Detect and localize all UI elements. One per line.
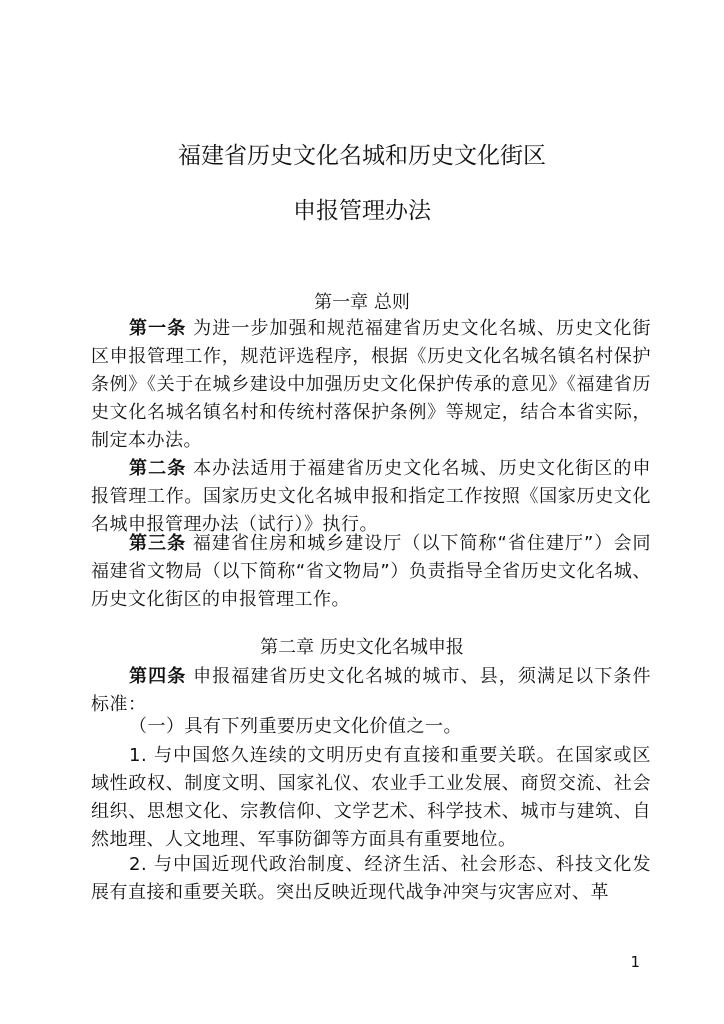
point-1: 1. 与中国悠久连续的文明历史有直接和重要关联。在国家或区域性政权、制度文明、国家礼仪、农业手工业发展、商贸交流、社会组织、思想文化、宗教信仰、文学艺术、科学技术、城市与建筑、自然地理、人文地理、军事防御等方面具有重要地位。 [91, 745, 651, 850]
document-title-line1: 福建省历史文化名城和历史文化街区 [178, 143, 546, 169]
article-4 [91, 663, 651, 719]
article-2-text: 本办法适用于福建省历史文化名城、历史文化街区的申报管理工作。国家历史文化名城申报和指定工作按照《国家历史文化名城申报管理办法（试行）》执行。 [91, 458, 651, 535]
article-2-label: 第二条 [129, 458, 187, 479]
point-2: 2. 与中国近现代政治制度、经济生活、社会形态、科技文化发展有直接和重要关联。突出反映近现代战争冲突与灾害应对、革 [91, 854, 651, 903]
article-2 [91, 455, 651, 539]
article-1 [91, 315, 651, 455]
chapter-heading-2: 第二章 历史文化名城申报 [260, 637, 464, 658]
article-3 [91, 530, 651, 614]
page-number: 1 [630, 953, 640, 971]
chapter-heading-1: 第一章 总则 [314, 292, 410, 313]
item-1: （一）具有下列重要历史文化价值之一。 [129, 716, 462, 737]
article-1-text: 为进一步加强和规范福建省历史文化名城、历史文化街区申报管理工作，规范评选程序，根据《历史文化名城名镇名村保护条例》《关于在城乡建设中加强历史文化保护传承的意见》《福建省历史文化名城名镇名村和传统村落保护条例》等规定，结合本省实际，制定本办法。 [91, 318, 651, 451]
article-3-label: 第三条 [129, 533, 187, 554]
article-1-label: 第一条 [129, 318, 187, 339]
document-title-line2: 申报管理办法 [293, 198, 431, 224]
article-4-label: 第四条 [129, 666, 187, 687]
article-4-text: 申报福建省历史文化名城的城市、县，须满足以下条件标准： [91, 666, 651, 715]
article-3-text: 福建省住房和城乡建设厅（以下简称“省住建厅”）会同福建省文物局（以下简称“省文物局”）负责指导全省历史文化名城、历史文化街区的申报管理工作。 [91, 533, 651, 610]
